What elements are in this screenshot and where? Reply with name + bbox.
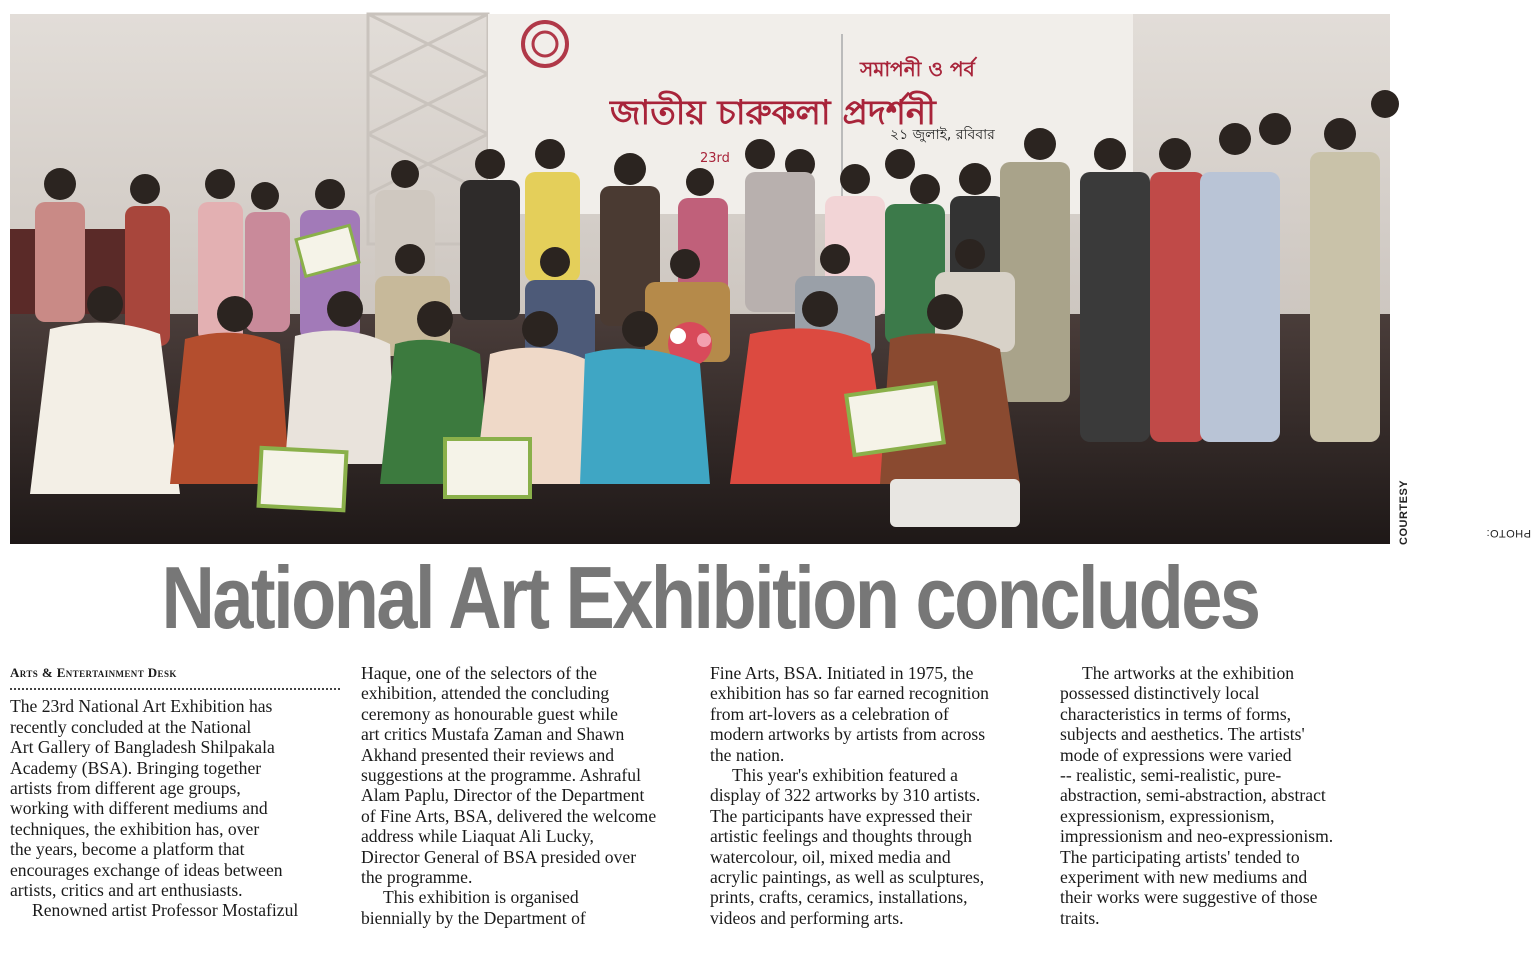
article-column-3	[710, 663, 1045, 928]
text-line: impressionism and neo-expressionism.	[1060, 826, 1334, 847]
text-line: techniques, the exhibition has, over	[10, 818, 260, 839]
headline: National Art Exhibition concludes	[161, 548, 1259, 647]
text-line: characteristics in terms of forms,	[1060, 703, 1292, 724]
text-line: exhibition has so far earned recognition	[710, 683, 989, 704]
photo-credit-prefix: PHOTO:	[1486, 527, 1531, 539]
text-line: artists, critics and art enthusiasts.	[10, 880, 243, 901]
text-line: from art-lovers as a celebration of	[710, 703, 949, 724]
text-line: Akhand presented their reviews and	[361, 744, 615, 765]
desk-byline: Arts & Entertainment Desk	[10, 663, 340, 690]
banner-title: জাতীয় চারুকলা প্রদর্শনী	[610, 93, 936, 133]
text-line: Art Gallery of Bangladesh Shilpakala	[10, 737, 275, 758]
text-line: ceremony as honourable guest while	[361, 703, 618, 724]
text-line: the nation.	[710, 744, 785, 765]
text-line: artistic feelings and thoughts through	[710, 826, 972, 847]
text-line: modern artworks by artists from across	[710, 724, 986, 745]
text-line: Alam Paplu, Director of the Department	[361, 785, 645, 806]
text-line: Renowned artist Professor Mostafizul	[32, 900, 299, 921]
banner-sub: সমাপনী ও পর্ব	[860, 57, 975, 81]
text-line: watercolour, oil, mixed media and	[710, 846, 951, 867]
article-column-4	[1060, 663, 1400, 928]
text-line: Director General of BSA presided over	[361, 846, 637, 867]
text-line: The participating artists' tended to	[1060, 846, 1300, 867]
text-line: the programme.	[361, 867, 473, 888]
text-line: Haque, one of the selectors of the	[361, 663, 597, 683]
text-line: art critics Mustafa Zaman and Shawn	[361, 724, 625, 745]
text-line: abstraction, semi-abstraction, abstract	[1060, 785, 1326, 806]
projector	[890, 479, 1020, 527]
text-line: The 23rd National Art Exhibition has	[10, 696, 273, 717]
text-line: the years, become a platform that	[10, 839, 245, 860]
paragraph	[361, 663, 696, 887]
text-line: The participants have expressed their	[710, 805, 972, 826]
text-line: their works were suggestive of those	[1060, 887, 1318, 908]
paragraph	[361, 887, 696, 928]
text-line: possessed distinctively local	[1060, 683, 1260, 704]
text-line: subjects and aesthetics. The artists'	[1060, 724, 1305, 745]
photo-credit-name: COURTESY	[1398, 479, 1410, 545]
paragraph	[710, 663, 1045, 765]
text-line: Fine Arts, BSA. Initiated in 1975, the	[710, 663, 974, 683]
text-line: artists from different age groups,	[10, 778, 241, 799]
photo-illustration	[10, 14, 1390, 544]
text-line: This exhibition is organised	[383, 887, 579, 908]
text-line: encourages exchange of ideas between	[10, 859, 283, 880]
text-line: address while Liaquat Ali Lucky,	[361, 826, 594, 847]
text-line: Academy (BSA). Bringing together	[10, 757, 262, 778]
paragraph	[10, 900, 345, 920]
text-line: This year's exhibition featured a	[732, 765, 958, 786]
paragraph	[1060, 663, 1400, 928]
banner-edition: 23rd	[700, 151, 730, 166]
text-line: prints, crafts, ceramics, installations,	[710, 887, 968, 908]
text-line: The artworks at the exhibition	[1082, 663, 1295, 683]
text-line: working with different mediums and	[10, 798, 268, 819]
banner-date: ২১ জুলাই, রবিবার	[890, 127, 995, 143]
text-line: acrylic paintings, as well as sculptures,	[710, 867, 985, 888]
text-line: of Fine Arts, BSA, delivered the welcome	[361, 805, 657, 826]
text-line: exhibition, attended the concluding	[361, 683, 610, 704]
paragraph	[710, 765, 1045, 928]
text-line: mode of expressions were varied	[1060, 744, 1292, 765]
text-line: traits.	[1060, 907, 1100, 928]
group-photo	[10, 14, 1390, 544]
text-line: experiment with new mediums and	[1060, 867, 1308, 888]
text-line: display of 322 artworks by 310 artists.	[710, 785, 981, 806]
paragraph	[10, 696, 345, 900]
photo-credit	[1392, 412, 1531, 547]
text-line: recently concluded at the National	[10, 716, 252, 737]
article-column-2	[361, 663, 696, 928]
text-line: suggestions at the programme. Ashraful	[361, 765, 641, 786]
text-line: videos and performing arts.	[710, 907, 904, 928]
text-line: expressionism, expressionism,	[1060, 805, 1275, 826]
text-line: -- realistic, semi-realistic, pure-	[1060, 765, 1282, 786]
text-line: biennially by the Department of	[361, 907, 586, 928]
article-column-1	[10, 663, 345, 921]
